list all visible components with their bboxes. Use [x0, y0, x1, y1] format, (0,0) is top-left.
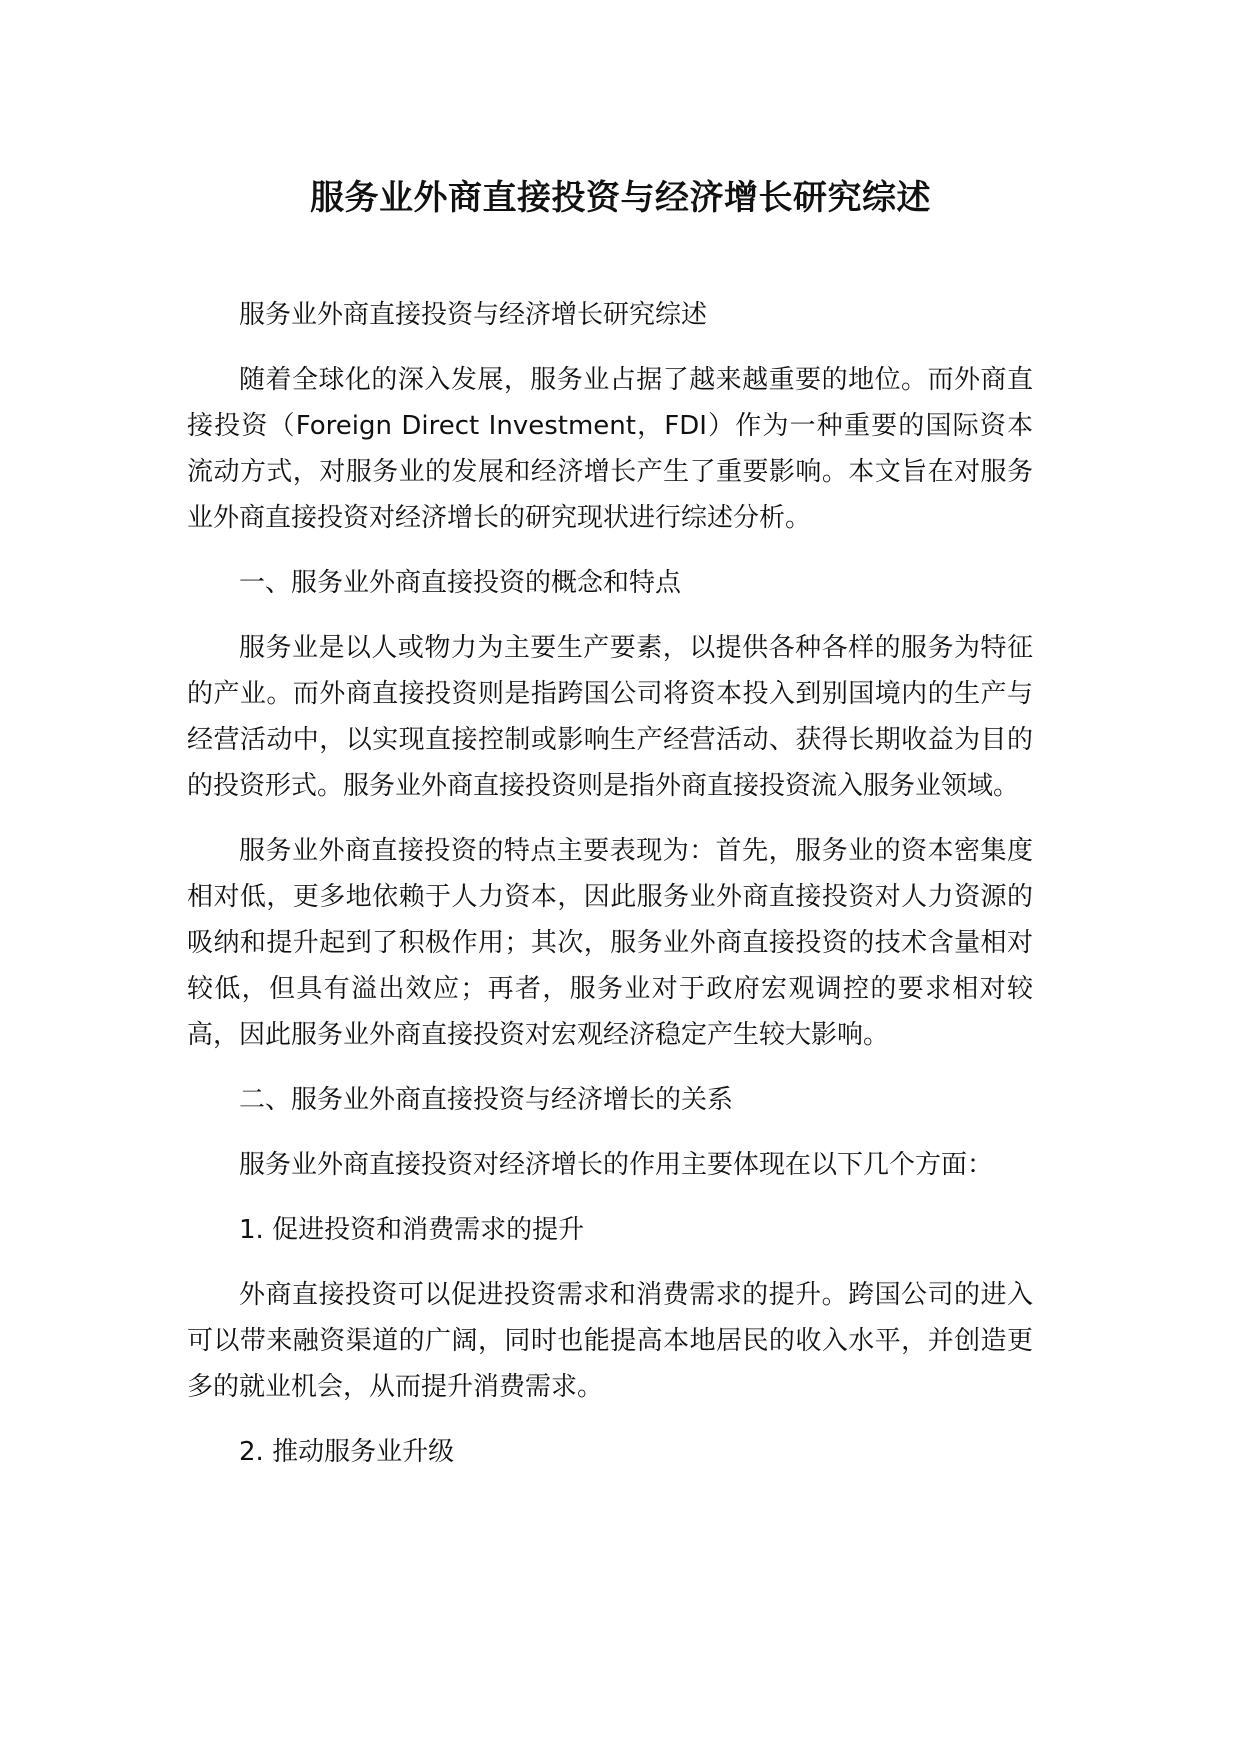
relation-intro-paragraph: 服务业外商直接投资对经济增长的作用主要体现在以下几个方面：: [239, 1150, 994, 1180]
document-body: [187, 292, 1033, 1494]
demand-paragraph: 外商直接投资可以促进投资需求和消费需求的提升。跨国公司的进入可以带来融资渠道的广阔，同时也能提高本地居民的收入水平，并创造更多的就业机会，从而提升消费需求。: [187, 1280, 1033, 1402]
characteristics-paragraph: 服务业外商直接投资的特点主要表现为：首先，服务业的资本密集度相对低，更多地依赖于人力资本，因此服务业外商直接投资对人力资源的吸纳和提升起到了积极作用；其次，服务业外商直接投资的技术含量相对较低，但具有溢出效应；再者，服务业对于政府宏观调控的要求相对较高，因此服务业外商直接投资对宏观经济稳定产生较大影响。: [187, 836, 1033, 1050]
intro-paragraph: 随着全球化的深入发展，服务业占据了越来越重要的地位。而外商直接投资（Foreign Direct Investment，FDI）作为一种重要的国际资本流动方式，对服务业的发展和经济增长产生了重要影响。本文旨在对服务业外商直接投资对经济增长的研究现状进行综述分析。: [187, 365, 1033, 533]
section-heading-2: 二、服务业外商直接投资与经济增长的关系: [239, 1085, 734, 1115]
section-heading-1: 一、服务业外商直接投资的概念和特点: [239, 568, 682, 598]
document-title: 服务业外商直接投资与经济增长研究综述: [310, 178, 931, 218]
subheading-1: 1. 促进投资和消费需求的提升: [239, 1215, 585, 1245]
subtitle-paragraph: 服务业外商直接投资与经济增长研究综述: [239, 300, 708, 330]
subheading-2: 2. 推动服务业升级: [239, 1437, 455, 1467]
definition-paragraph: 服务业是以人或物力为主要生产要素，以提供各种各样的服务为特征的产业。而外商直接投资则是指跨国公司将资本投入到别国境内的生产与经营活动中，以实现直接控制或影响生产经营活动、获得长期收益为目的的投资形式。服务业外商直接投资则是指外商直接投资流入服务业领域。: [187, 633, 1033, 801]
